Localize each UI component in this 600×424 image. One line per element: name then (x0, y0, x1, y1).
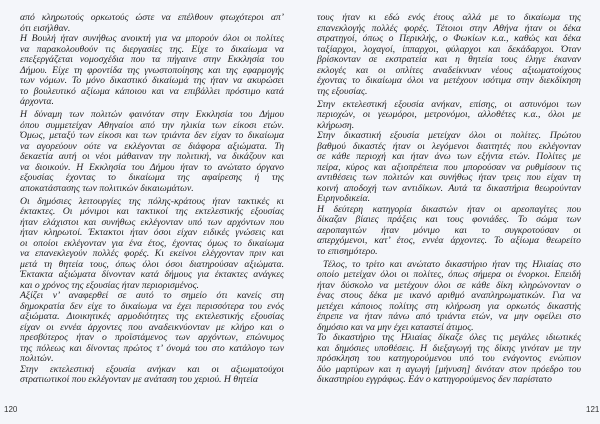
text-line: ότι εισήλθαν. (20, 22, 71, 34)
paragraph (20, 34, 284, 108)
paragraph (317, 333, 581, 386)
right-page-text (317, 13, 581, 386)
text-line: περιοχών, οι γεωμόροι, μετρονόμοι, αλλοθέτες κ.α., όλοι με (317, 109, 581, 120)
paragraph (20, 291, 284, 365)
text-line: δημόσιο και να μην έχει καταστεί άτιμος. (317, 321, 474, 333)
text-line: ήταν δύσκολο να μετέχουν όλοι σε κάθε δίκη κληρώνονταν ο (317, 279, 581, 291)
text-line: Στην εκτελεστική εξουσία ανήκαν, επίσης, οι αστυνόμοι των (317, 98, 581, 110)
text-line: βρίσκονταν σε εκστρατεία και η θητεία τους έληγε έκαναν (317, 54, 581, 65)
text-line: πρόσκληση του κατηγορούμενου υπό του ενάγοντος ενώπιον (317, 353, 581, 364)
text-line: Το δικαστήριο της Ηλιαίας δίκαζε όλες τις μεγάλες ιδιωτικές (317, 332, 581, 343)
text-line: της πόλεως και δίνοντας πρώτος τ’ όνομά του στο κατάλογο των (20, 342, 284, 354)
text-line: ένας στους δέκα με ικανό αριθμό αναπληρωματικών. Για να (317, 290, 581, 301)
text-line: και ο χρόνος της εξουσίας ήταν περιορισμένος. (20, 279, 199, 291)
text-line: πολιτών. (20, 353, 54, 364)
text-line: ταξίαρχοι, λοχαγοί, ίππαρχοι, φύλαρχοι και δεκάδαρχοι. Όταν (317, 43, 581, 55)
text-line: εκλογές και οι οπλίτες αναδείκνυαν νέους αξιωματούχους (317, 64, 581, 76)
text-line: οι οποίοι εκλέγονταν για ένα έτος, έχοντας όμως το δικαίωμα (20, 237, 284, 249)
text-line: Αξίζει ν’ αναφερθεί σε αυτό το σημείο ότι κανείς στη (20, 290, 284, 301)
text-line: από κληρωτούς ορκωτούς ώστε να επέλθουν φτωχότεροι απ’ (20, 12, 284, 23)
text-line: αποκατάστασης των πολιτικών δικαιωμάτων. (20, 182, 194, 194)
text-line: Οι δημόσιες λειτουργίες της πόλης-κράτους ήταν τακτικές κι (20, 195, 284, 207)
text-line: Η δύναμη των πολιτών φαινόταν στην Εκκλησία του Δήμου (20, 109, 284, 120)
text-line: πείρα, κύρος και αξιοπρέπεια που μπορούσαν να ρυθμίσουν τις (317, 161, 581, 173)
left-page-text (20, 13, 284, 386)
text-line: μετέχει κάποιος πολίτης στη κλήρωση για ορκωτός δικαστής (317, 300, 581, 312)
text-line: στρατιωτικοί που εκλέγονταν με ανάταση του χεριού. Η θητεία (20, 374, 258, 385)
text-line: Δήμου. Είχε τη φροντίδα της γνωστοποίησης και της εφαρμογής (20, 64, 284, 76)
paragraph (317, 13, 581, 97)
text-line: Στην δικαστική εξουσία μετείχαν όλοι οι πολίτες. Πρώτου (317, 130, 581, 141)
text-line: επανεκλογής πολλές φορές. Τέτοιοι στην Αθήνα ήταν οι δέκα (317, 22, 581, 34)
text-line: μετά τη θητεία τους, όπως όλοι όσοι διατηρούσαν αξιώματα. (20, 258, 284, 270)
text-line: απερχόμενοι, κατ’ έτος, εννέα άρχοντες. Το αξίωμα θεωρείτο (317, 235, 581, 246)
text-line: επεξεργάζεται νομοσχέδια που τα πήγαινε στην Εκκλησία του (20, 54, 284, 65)
text-line: Έκτακτα αξιώματα δίνονταν κατά δήμους για έκτακτες ανάγκες (20, 269, 284, 280)
text-line: το επισημότερο. (317, 245, 378, 257)
paragraph (20, 13, 284, 34)
text-line: δίκαζαν βίαιες πράξεις και τους φονιάδες. Το σώμα των (317, 214, 581, 225)
text-line: εξουσίας έχοντας το δικαίωμα της αφαίρεσης ή της (20, 172, 284, 183)
text-line: να επανεκλεγούν πολλές φορές. Κι εκείνοι ελέγχονταν πριν και (20, 248, 284, 259)
text-line: να παρακολουθούν τις διεργασίες της. Είχε το δικαίωμα να (20, 43, 284, 55)
text-line: το βουλευτικό αξίωμα κάποιου και να επιβάλλει πρόστιμο κατά (20, 85, 284, 97)
text-line: οποίο μετείχαν όλοι οι πολίτες, όπως σήμερα οι ένορκοι. Επειδή (317, 269, 581, 280)
text-line: δεκαετία αυτή οι νέοι μάθαιναν την πολιτική, να δικάζουν και (20, 151, 284, 162)
text-line: ήταν ελάχιστοι και συνήθως εκλέγονταν υπό των αρχόντων που (20, 216, 284, 228)
text-line: βαθμού δικαστές ήταν οι λεγόμενοι διαιτητές που εκλέγονταν (317, 140, 581, 152)
text-line: Στην εκτελεστική εξουσία ανήκαν και οι αξιωματούχοι (20, 363, 284, 375)
paragraph (20, 197, 284, 292)
text-line: να αγορεύουν ούτε να εκλέγονται σε διάφορα αξιώματα. Τη (20, 140, 284, 152)
text-line: τους ήταν κι εδώ ενός έτους αλλά με το δικαίωμα της (317, 12, 581, 23)
text-line: στρατηγοί, όπως ο Περικλής, ο Φωκίων κ.α., καθώς και δέκα (317, 33, 581, 44)
text-line: κλήρωση. (317, 119, 355, 131)
paragraph (317, 205, 581, 258)
text-line: των νόμων. Το μόνο δικαστικό δικαίωμά της ήταν να ακυρώσει (20, 75, 284, 86)
text-line: Όμως, μεταξύ των είκοσι και των τριάντα δεν είχαν το δικαίωμα (20, 130, 284, 141)
text-line: είχαν οι εννέα άρχοντες που αναδεικνύονταν με κλήρο και ο (20, 321, 284, 333)
text-line: δύο μαρτύρων και η αγωγή [μήνυση] δινόταν στον πρόεδρο του (317, 363, 581, 375)
text-line: Ειρηνοδικεία. (317, 193, 371, 204)
text-line: και δημόσιες υποθέσεις. Η διεξαγωγή της δίκης γινόταν με την (317, 342, 581, 354)
text-line: όπου συμμετείχαν Αθηναίοι από την ηλικία των είκοσι ετών. (20, 119, 284, 131)
text-line: να διοικούν. Η Εκκλησία του Δήμου ήταν το ανώτατο όργανο (20, 161, 284, 173)
text-line: Τέλος, το τρίτο και ανώτατο δικαστήριο ήταν της Ηλιαίας στο (323, 258, 581, 270)
page-number-right: 121 (586, 405, 600, 414)
paragraph (20, 365, 284, 386)
page-number-left: 120 (4, 405, 18, 414)
text-line: Η Βουλή ήταν συνήθως ανοικτή για να μπορούν όλοι οι πολίτες (20, 33, 284, 44)
text-line: δημοκρατία δεν είχε το δικαίωμα να έχει περισσότερα του ενός (20, 300, 284, 312)
text-line: πρεσβύτερος ήταν ο προϊστάμενος των αρχόντων, επώνυμος (20, 332, 284, 343)
paragraph (20, 110, 284, 194)
text-line: κοινή αποδοχή των αντιδίκων. Αυτά τα δικαστήρια θεωρούνταν (317, 182, 581, 194)
text-line: έκτακτες. Οι μόνιμοι και τακτικοί της εκτελεστικής εξουσίας (20, 206, 284, 217)
paragraph (317, 260, 581, 334)
text-line: αξιώματα. Διοικητικές αρμοδιότητες της εκτελεστικής εξουσίας (20, 311, 284, 322)
paragraph (317, 100, 581, 132)
text-line: έχοντας το δικαίωμα όλοι να μετέχουν ισότιμα στην διεκδίκηση (317, 75, 581, 86)
text-line: Η δεύτερη κατηγορία δικαστών ήταν οι αρεοπαγίτες που (317, 203, 581, 215)
text-line: άρχοντα. (20, 96, 54, 107)
text-line: της εξουσίας. (317, 85, 368, 97)
paragraph (317, 131, 581, 205)
text-line: σε κάθε περιοχή και ήταν άνω των εξήντα ετών. Πολίτες με (317, 151, 581, 162)
text-line: αντιθέσεις των πολιτών και συνήθως ήταν τρεις που είχαν τη (317, 172, 581, 183)
text-line: αεροπαγιτών ήταν μόνιμο και το συγκροτούσαν οι (317, 224, 581, 236)
text-line: έπρεπε να ήταν πάνω από τριάντα ετών, να μην οφείλει στο (317, 311, 581, 322)
text-line: ήταν κληρωτοί. Έκτακτοι ήταν όσοι είχαν ειδικές γνώσεις και (20, 227, 284, 238)
text-line: δικαστηρίου εγγράφως. Εάν ο κατηγορούμενος δεν παρίστατο (317, 374, 552, 385)
